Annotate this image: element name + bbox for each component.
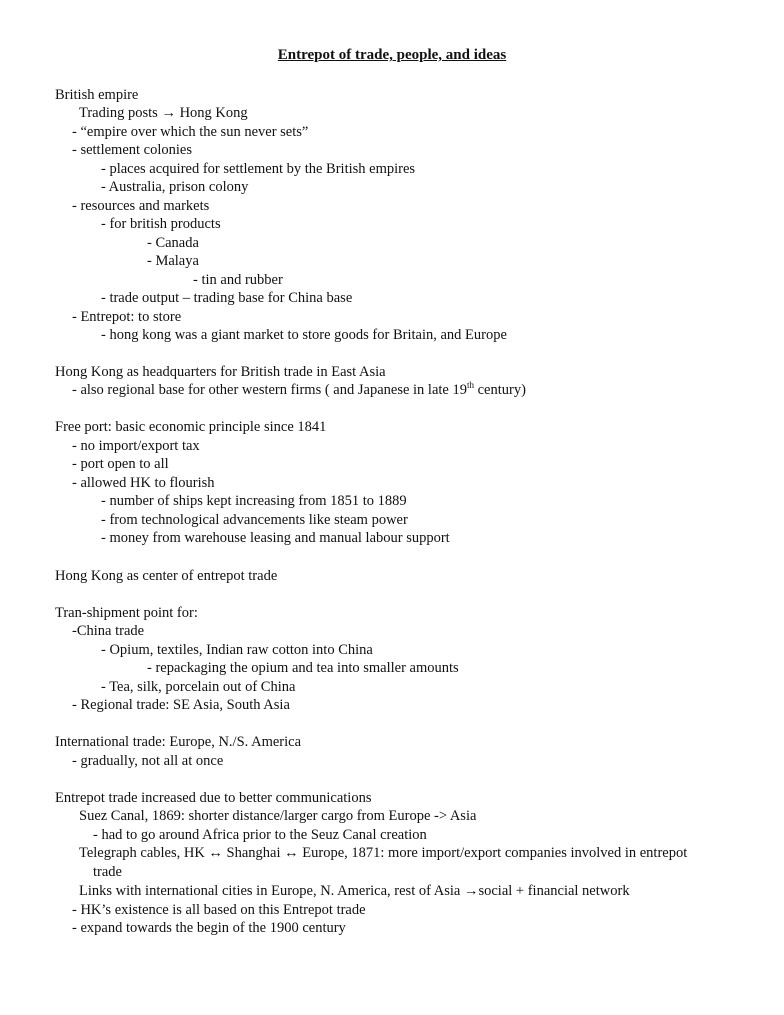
- note-line: - repackaging the opium and tea into smaller amounts: [147, 660, 459, 676]
- heading-center-entrepot: Hong Kong as center of entrepot trade: [55, 568, 278, 584]
- note-line: - Malaya: [147, 253, 199, 269]
- note-line: - allowed HK to flourish: [72, 475, 215, 491]
- note-line: - expand towards the begin of the 1900 century: [72, 920, 346, 936]
- note-line: trade: [93, 864, 122, 880]
- note-line: - settlement colonies: [72, 142, 192, 158]
- note-line: - Tea, silk, porcelain out of China: [101, 679, 296, 695]
- note-line: - Regional trade: SE Asia, South Asia: [72, 697, 290, 713]
- note-line: Suez Canal, 1869: shorter distance/larger cargo from Europe -> Asia: [79, 808, 477, 824]
- note-line: - money from warehouse leasing and manual labour support: [101, 530, 450, 546]
- heading-hk-headquarters: Hong Kong as headquarters for British trade in East Asia: [55, 364, 386, 380]
- note-line: -China trade: [72, 623, 145, 639]
- note-line: - tin and rubber: [193, 272, 283, 288]
- note-line: - also regional base for other western firms ( and Japanese in late 19th century): [72, 380, 526, 398]
- note-line: - HK’s existence is all based on this Entrepot trade: [72, 902, 366, 918]
- note-line: - Australia, prison colony: [101, 179, 249, 195]
- note-line: - “empire over which the sun never sets”: [72, 124, 309, 140]
- note-line: - number of ships kept increasing from 1851 to 1889: [101, 493, 407, 509]
- note-line: - from technological advancements like steam power: [101, 512, 408, 528]
- note-line: Telegraph cables, HK ↔ Shanghai ↔ Europe, 1871: more import/export companies involved in entrepot: [79, 845, 688, 861]
- note-line: - hong kong was a giant market to store goods for Britain, and Europe: [101, 327, 507, 343]
- note-line: - trade output – trading base for China base: [101, 290, 353, 306]
- note-line: Links with international cities in Europe, N. America, rest of Asia →social + financial network: [79, 883, 630, 899]
- note-line: - port open to all: [72, 456, 169, 472]
- page-title: Entrepot of trade, people, and ideas: [277, 47, 507, 63]
- note-line: - Entrepot: to store: [72, 309, 182, 325]
- note-line: - gradually, not all at once: [72, 753, 224, 769]
- heading-communications: Entrepot trade increased due to better communications: [55, 790, 372, 806]
- heading-transhipment: Tran-shipment point for:: [55, 605, 198, 621]
- note-line: - Opium, textiles, Indian raw cotton into China: [101, 642, 373, 658]
- note-line: - resources and markets: [72, 198, 210, 214]
- note-line: - places acquired for settlement by the British empires: [101, 161, 416, 177]
- heading-free-port: Free port: basic economic principle since 1841: [55, 419, 327, 435]
- note-line: - for british products: [101, 216, 221, 232]
- note-line: - no import/export tax: [72, 438, 200, 454]
- note-line: - had to go around Africa prior to the Seuz Canal creation: [93, 827, 427, 843]
- note-line: - Canada: [147, 235, 199, 251]
- note-line: Trading posts → Hong Kong: [79, 105, 248, 121]
- heading-international-trade: International trade: Europe, N./S. America: [55, 734, 302, 750]
- heading-british-empire: British empire: [55, 87, 139, 103]
